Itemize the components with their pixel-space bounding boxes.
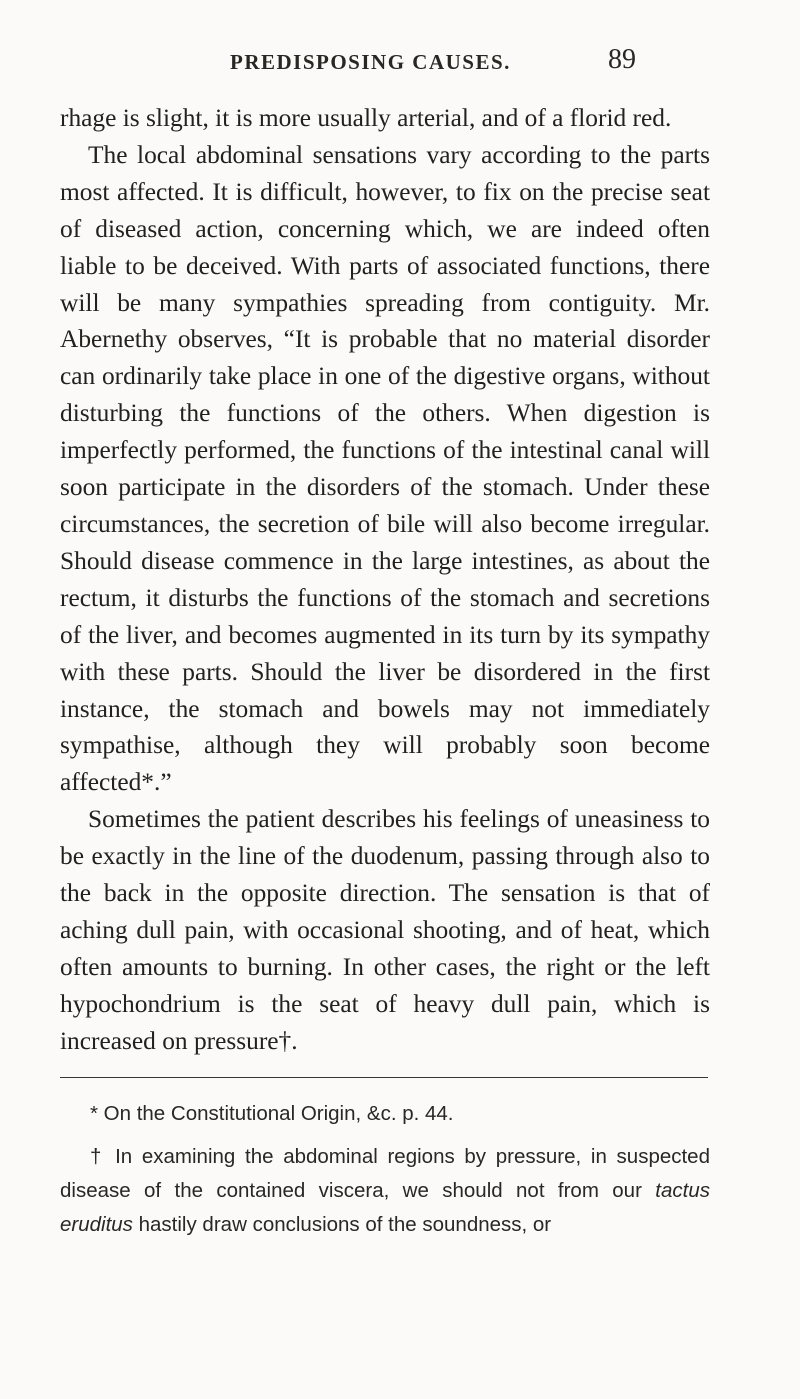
footnote-2 [60,1140,710,1242]
main-text [60,100,710,1060]
footnote-divider [60,1077,708,1078]
paragraph-continued: rhage is slight, it is more usually arterial, and of a florid red. [60,104,672,132]
footnote-1: * On the Constitutional Origin, &c. p. 44. [90,1102,454,1125]
footnote-2-tail: hastily draw conclusions of the soundness, or [132,1213,552,1236]
running-head: PREDISPOSING CAUSES. [230,50,511,74]
page-header [0,44,800,90]
footnote-2-text: † In examining the abdominal regions by pressure, in suspected disease of the contained viscera, we should not from our [60,1145,710,1202]
footnote-2-italic: tactus eruditus [60,1179,710,1236]
page-number: 89 [608,44,636,75]
paragraph-duodenum: Sometimes the patient describes his feelings of uneasiness to be exactly in the line of the duodenum, passing through also to the back in the opposite direction. The sensation is that of aching dull pain, with occasional shooting, and of heat, which often amounts to burning. In other cases, the right or the left hypochondrium is the seat of heavy dull pain, which is increased on pressure†. [60,805,710,1055]
paragraph-abdominal-sensations: The local abdominal sensations vary according to the parts most affected. It is difficult, however, to fix on the precise seat of diseased action, concerning which, we are indeed often liable to be deceived. With parts of associated functions, there will be many sympathies spreading from contiguity. Mr. Abernethy observes, “It is probable that no material disorder can ordinarily take place in one of the digestive organs, without disturbing the functions of the others. When digestion is imperfectly performed, the functions of the intestinal canal will soon participate in the disorders of the stomach. Under these circumstances, the secretion of bile will also become irregular. Should disease commence in the large intestines, as about the rectum, it disturbs the functions of the stomach and secretions of the liver, and becomes augmented in its turn by its sympathy with these parts. Should the liver be disordered in the first instance, the stomach and bowels may not immediately sympathise, although they will probably soon become affected*.” [60,140,710,797]
footnotes [60,1097,710,1242]
